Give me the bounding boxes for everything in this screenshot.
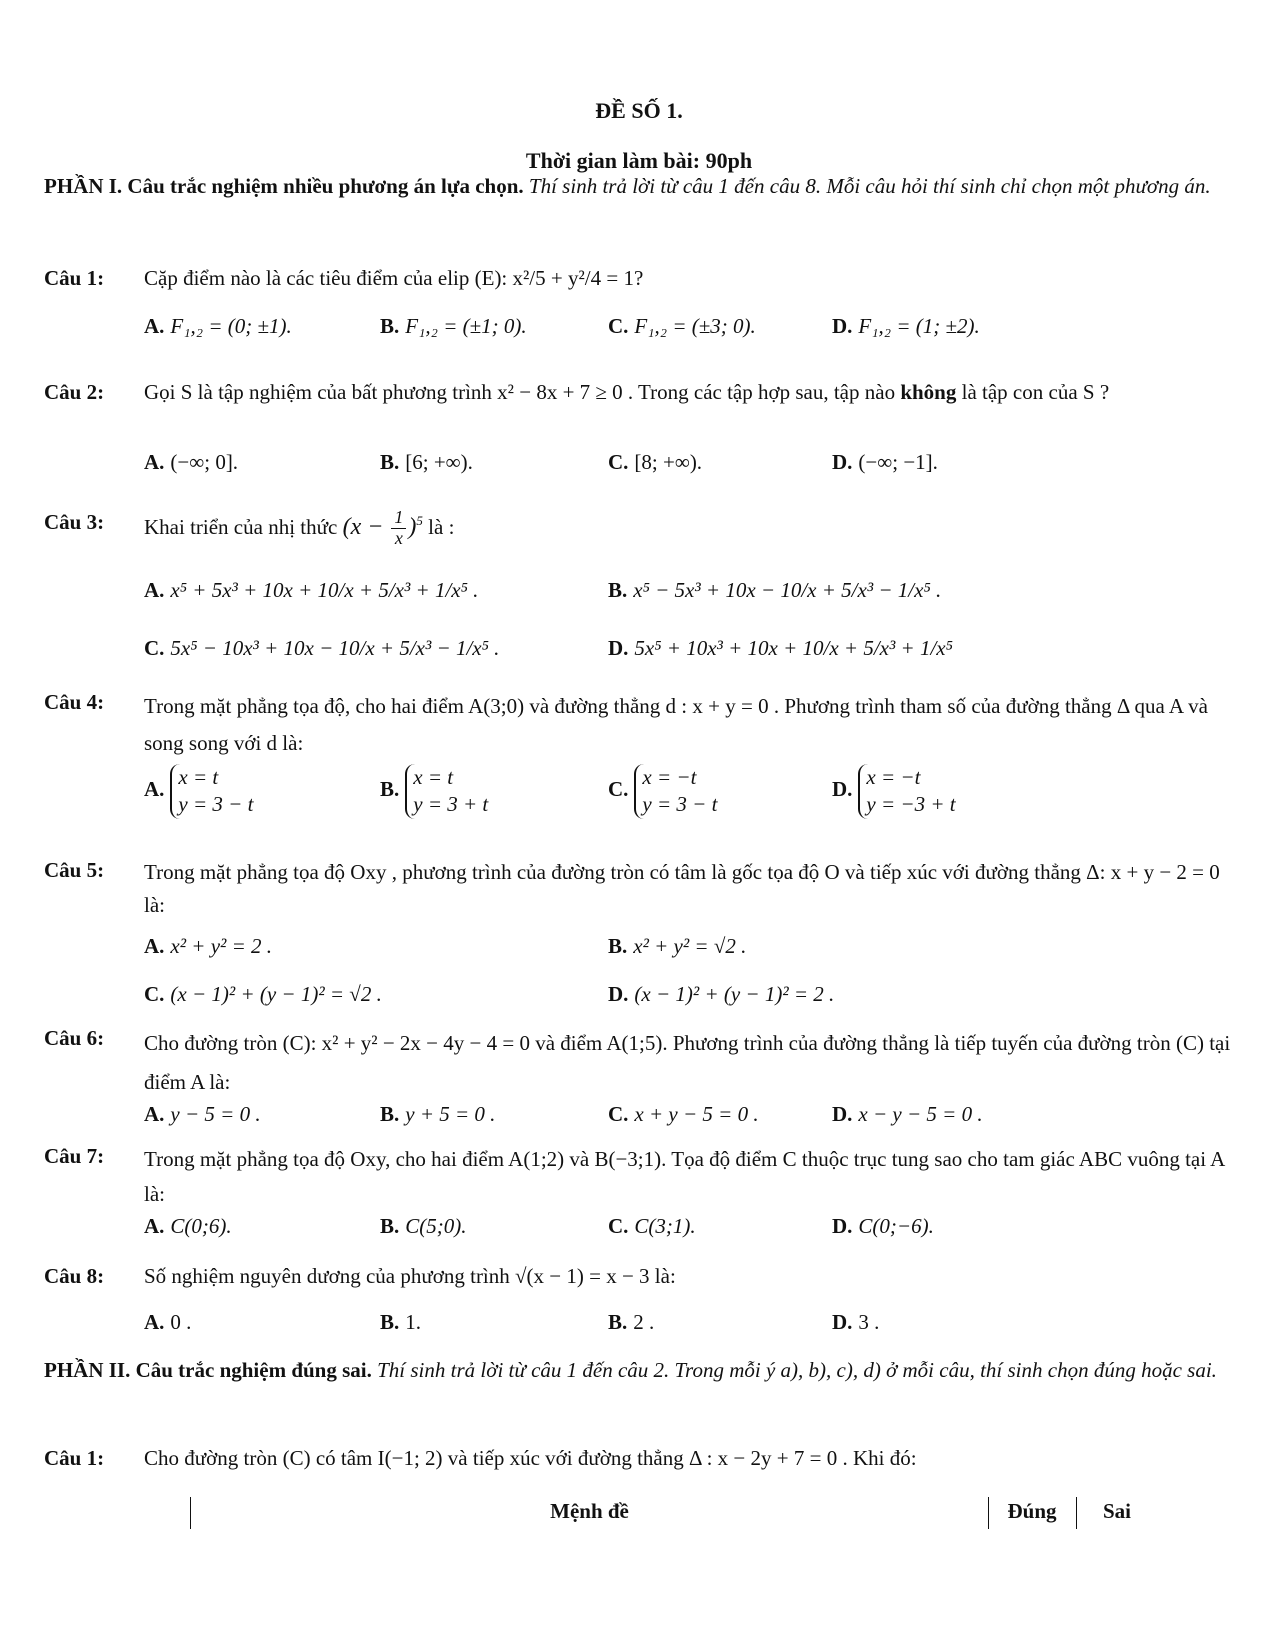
question-label: Câu 7: (44, 1144, 105, 1168)
question-text: Trong mặt phẳng tọa độ Oxy, cho hai điểm A(1;2) và B(−3;1). Tọa độ điểm C thuộc trục tung sao cho tam giác ABC vuông tại A là: (144, 1147, 1225, 1206)
question-8-options (144, 1308, 1234, 1342)
statement-table-header (190, 1497, 1190, 1529)
question-4-options (144, 764, 1234, 824)
column-false: Sai (1102, 1499, 1131, 1523)
question-5-options-row2 (144, 980, 1234, 1014)
part1-heading: PHẦN I. Câu trắc nghiệm nhiều phương án lựa chọn. (44, 174, 524, 198)
option-d: D. 5x⁵ + 10x³ + 10x + 10/x + 5/x³ + 1/x⁵ (608, 636, 953, 660)
question-label: Câu 1: (44, 1446, 105, 1470)
part1-header (44, 172, 1234, 200)
option-a: A. x⁵ + 5x³ + 10x + 10/x + 5/x³ + 1/x⁵ . (144, 578, 479, 602)
option-c: B. 2 . (608, 1310, 655, 1334)
option-d: D. 3 . (832, 1310, 880, 1334)
option-c: C. 5x⁵ − 10x³ + 10x − 10/x + 5/x³ − 1/x⁵ . (144, 636, 500, 660)
option-d: D. (−∞; −1]. (832, 450, 938, 474)
option-c: C. [8; +∞). (608, 450, 703, 474)
question-text: Cho đường tròn (C): x² + y² − 2x − 4y − 4 = 0 và điểm A(1;5). Phương trình của đường thẳng là tiếp tuyến của đường tròn (C) tại điểm A là: (144, 1031, 1231, 1094)
option-b: B. y + 5 = 0 . (380, 1102, 496, 1126)
exam-time: Thời gian làm bài: 90ph (525, 148, 753, 173)
exam-title: ĐỀ SỐ 1. (595, 98, 683, 123)
option-a: A. (−∞; 0]. (144, 450, 239, 474)
part2-instruction: Thí sinh trả lời từ câu 1 đến câu 2. Trong mỗi ý a), b), c), d) ở mỗi câu, thí sinh chọn đúng hoặc sai. (377, 1358, 1217, 1382)
option-b: B. [6; +∞). (380, 450, 473, 474)
option-d: D. C(0;−6). (832, 1214, 934, 1238)
option-c: C. (x − 1)² + (y − 1)² = √2 . (144, 982, 382, 1006)
question-label: Câu 4: (44, 690, 105, 714)
option-c: C. F₁,₂ = (±3; 0). (608, 314, 756, 338)
question-text: Cho đường tròn (C) có tâm I(−1; 2) và tiếp xúc với đường thẳng Δ : x − 2y + 7 = 0 . Khi đó: (144, 1446, 917, 1470)
question-label: Câu 3: (44, 510, 105, 534)
column-true: Đúng (988, 1497, 1077, 1529)
option-d: D. x − y − 5 = 0 . (832, 1102, 983, 1126)
question-text: Cặp điểm nào là các tiêu điểm của elip (E): x²/5 + y²/4 = 1? (144, 266, 644, 290)
option-b: B. 1. (380, 1310, 422, 1334)
option-c: C. x = −t y = 3 − t (608, 764, 717, 819)
question-3-options-row1 (144, 576, 1234, 610)
question-7-options (144, 1212, 1234, 1246)
option-b: B. C(5;0). (380, 1214, 467, 1238)
question-label: Câu 5: (44, 858, 105, 882)
question-text: Khai triển của nhị thức (x − $\frac{1}{x}$ )$^5$ là : (144, 507, 455, 548)
option-b: B. x² + y² = √2 . (608, 934, 747, 958)
question-1-options (144, 312, 1234, 346)
option-a: A. x² + y² = 2 . (144, 934, 272, 958)
binomial-expression: (x − $\frac{1}{x}$ )$^5$ (342, 507, 423, 548)
option-a: A. 0 . (144, 1310, 192, 1334)
question-2-options (144, 448, 1234, 482)
question-3-options-row2 (144, 634, 1234, 668)
option-a: A. F₁,₂ = (0; ±1). (144, 314, 292, 338)
question-text: Số nghiệm nguyên dương của phương trình √(x − 1) = x − 3 là: (144, 1264, 676, 1288)
option-d: D. x = −t y = −3 + t (832, 764, 956, 819)
part2-heading: PHẦN II. Câu trắc nghiệm đúng sai. (44, 1358, 372, 1382)
option-b: B. x⁵ − 5x³ + 10x − 10/x + 5/x³ − 1/x⁵ . (608, 578, 942, 602)
question-text: Trong mặt phẳng tọa độ, cho hai điểm A(3;0) và đường thẳng d : x + y = 0 . Phương trình tham số của đường thẳng Δ qua A và song song với d là: (144, 694, 1208, 755)
option-a: A. C(0;6). (144, 1214, 232, 1238)
question-label: Câu 8: (44, 1264, 105, 1288)
option-c: C. x + y − 5 = 0 . (608, 1102, 759, 1126)
part2-header (44, 1356, 1234, 1384)
question-label: Câu 1: (44, 266, 105, 290)
part1-instruction: Thí sinh trả lời từ câu 1 đến câu 8. Mỗi câu hỏi thí sinh chỉ chọn một phương án. (528, 174, 1211, 198)
question-5-options-row1 (144, 932, 1234, 966)
column-statement: Mệnh đề (190, 1497, 989, 1529)
option-a: A. y − 5 = 0 . (144, 1102, 261, 1126)
option-d: D. (x − 1)² + (y − 1)² = 2 . (608, 982, 835, 1006)
question-6-options (144, 1100, 1234, 1134)
question-text: Trong mặt phẳng tọa độ Oxy , phương trình của đường tròn có tâm là gốc tọa độ O và tiếp xúc với đường thẳng Δ: x + y − 2 = 0 là: (144, 860, 1220, 917)
question-label: Câu 6: (44, 1026, 105, 1050)
option-b: B. F₁,₂ = (±1; 0). (380, 314, 527, 338)
question-label: Câu 2: (44, 380, 105, 404)
option-b: B. x = t y = 3 + t (380, 764, 488, 819)
question-text: Gọi S là tập nghiệm của bất phương trình x² − 8x + 7 ≥ 0 . Trong các tập hợp sau, tập nào không là tập con của S ? (144, 380, 1110, 404)
option-d: D. F₁,₂ = (1; ±2). (832, 314, 980, 338)
option-c: C. C(3;1). (608, 1214, 696, 1238)
option-a: A. x = t y = 3 − t (144, 764, 253, 819)
